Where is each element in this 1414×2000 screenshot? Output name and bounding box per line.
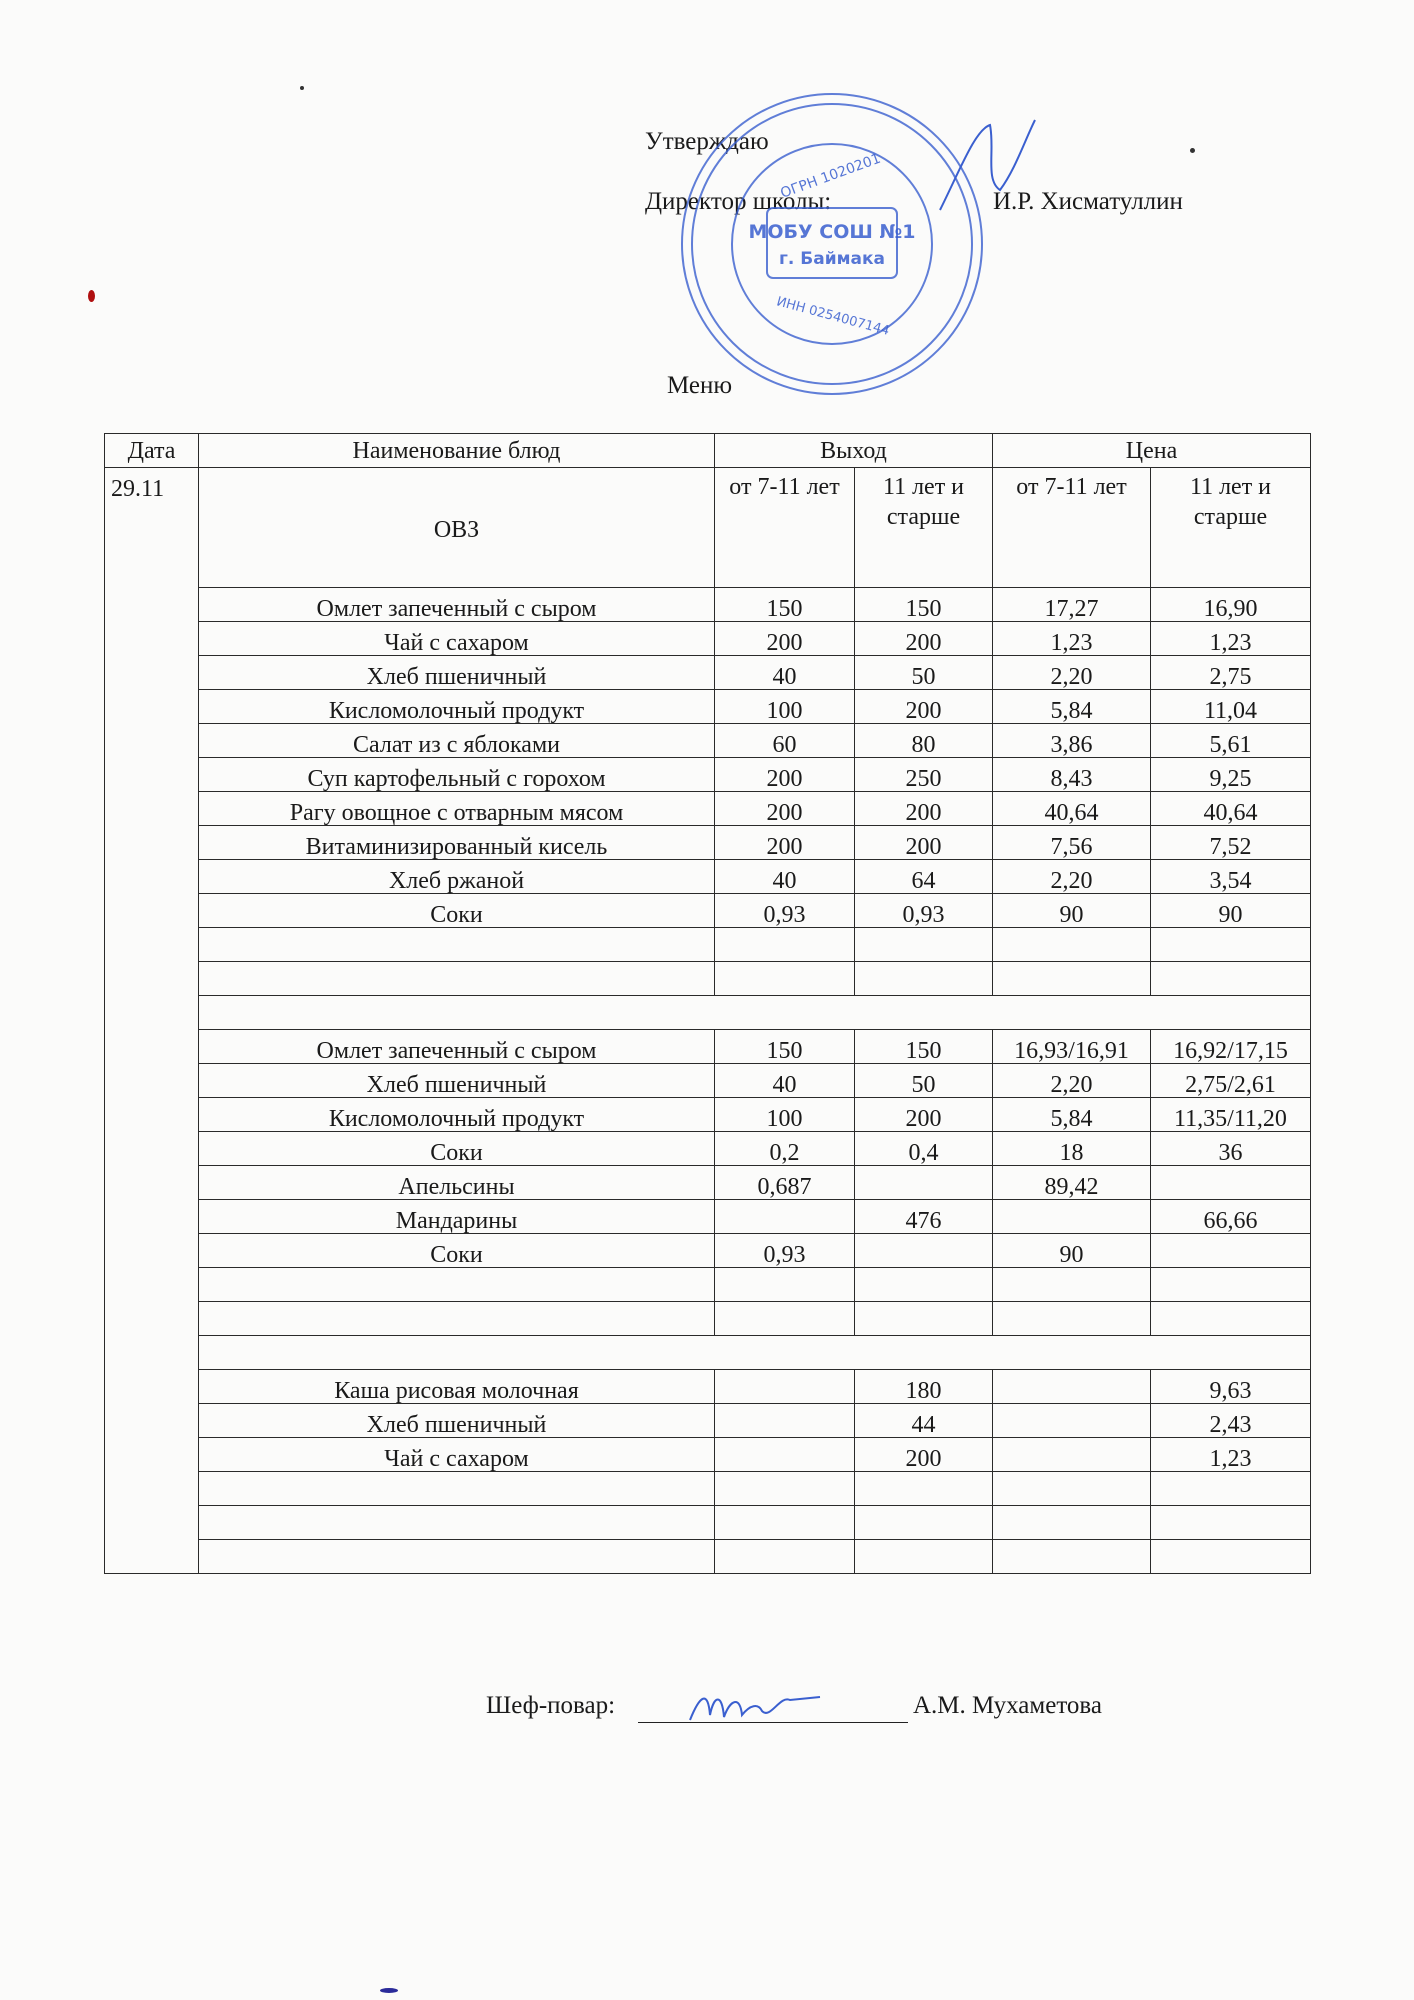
price-7-11: 2,20 [993, 1064, 1151, 1098]
price-11-plus [1151, 1540, 1311, 1574]
price-11-plus: 1,23 [1151, 1438, 1311, 1472]
output-11-plus [855, 928, 993, 962]
output-11-plus [855, 1234, 993, 1268]
output-11-plus: 200 [855, 792, 993, 826]
output-age-7-11: от 7-11 лет [715, 468, 855, 588]
section-separator [105, 996, 1311, 1030]
output-7-11: 150 [715, 588, 855, 622]
price-11-plus: 1,23 [1151, 622, 1311, 656]
output-11-plus: 50 [855, 656, 993, 690]
ink-speck [380, 1988, 398, 1993]
dish-name: Чай с сахаром [199, 1438, 715, 1472]
menu-table [104, 433, 1311, 1574]
price-7-11 [993, 1200, 1151, 1234]
output-7-11: 0,93 [715, 894, 855, 928]
price-11-plus: 3,54 [1151, 860, 1311, 894]
output-11-plus: 200 [855, 622, 993, 656]
subheader-row [105, 468, 1311, 588]
output-7-11: 0,93 [715, 1234, 855, 1268]
price-11-plus [1151, 928, 1311, 962]
output-7-11 [715, 1268, 855, 1302]
table-row [105, 1132, 1311, 1166]
price-11-plus: 90 [1151, 894, 1311, 928]
table-row [105, 1268, 1311, 1302]
dish-name: Хлеб пшеничный [199, 1404, 715, 1438]
output-7-11 [715, 928, 855, 962]
dish-name: Салат из с яблоками [199, 724, 715, 758]
price-header: Цена [993, 434, 1311, 468]
price-7-11 [993, 1302, 1151, 1336]
price-7-11: 7,56 [993, 826, 1151, 860]
dish-name: Каша рисовая молочная [199, 1370, 715, 1404]
output-11-plus: 0,93 [855, 894, 993, 928]
price-11-plus: 2,43 [1151, 1404, 1311, 1438]
table-row [105, 792, 1311, 826]
price-7-11 [993, 1268, 1151, 1302]
table-row [105, 1370, 1311, 1404]
output-7-11: 200 [715, 792, 855, 826]
price-11-plus [1151, 1506, 1311, 1540]
price-11-plus [1151, 1472, 1311, 1506]
price-11-plus [1151, 1166, 1311, 1200]
separator-cell [199, 996, 1311, 1030]
table-row [105, 1166, 1311, 1200]
date-cell: 29.11 [105, 468, 199, 1574]
table-row [105, 724, 1311, 758]
price-11-plus: 40,64 [1151, 792, 1311, 826]
section-separator [105, 1336, 1311, 1370]
dish-name [199, 962, 715, 996]
price-7-11: 90 [993, 1234, 1151, 1268]
ink-speck [1190, 148, 1195, 153]
price-7-11: 5,84 [993, 690, 1151, 724]
table-row [105, 588, 1311, 622]
output-11-plus: 200 [855, 690, 993, 724]
output-11-plus: 0,4 [855, 1132, 993, 1166]
table-row [105, 826, 1311, 860]
output-7-11 [715, 1506, 855, 1540]
output-7-11: 0,2 [715, 1132, 855, 1166]
dish-name: Омлет запеченный с сыром [199, 1030, 715, 1064]
dish-name [199, 928, 715, 962]
table-row [105, 928, 1311, 962]
dish-name: Кисломолочный продукт [199, 1098, 715, 1132]
ink-speck [88, 290, 95, 302]
dish-name: Рагу овощное с отварным мясом [199, 792, 715, 826]
price-7-11: 16,93/16,91 [993, 1030, 1151, 1064]
output-11-plus: 200 [855, 1098, 993, 1132]
stamp-inn: ИНН 0254007144 [774, 294, 891, 339]
price-7-11: 40,64 [993, 792, 1151, 826]
table-row [105, 1302, 1311, 1336]
output-11-plus: 180 [855, 1370, 993, 1404]
price-7-11 [993, 1506, 1151, 1540]
price-11-plus [1151, 1268, 1311, 1302]
output-7-11: 60 [715, 724, 855, 758]
output-11-plus [855, 962, 993, 996]
output-age-11-plus: 11 лет и старше [855, 468, 993, 588]
page-title: Меню [667, 372, 733, 399]
price-11-plus [1151, 1234, 1311, 1268]
table-row [105, 1200, 1311, 1234]
dish-name: Хлеб пшеничный [199, 656, 715, 690]
output-7-11: 40 [715, 656, 855, 690]
stamp-city: г. Баймака [779, 249, 885, 269]
price-7-11: 3,86 [993, 724, 1151, 758]
table-row [105, 690, 1311, 724]
output-11-plus: 250 [855, 758, 993, 792]
output-7-11: 200 [715, 622, 855, 656]
table-row [105, 1234, 1311, 1268]
price-11-plus: 11,35/11,20 [1151, 1098, 1311, 1132]
output-11-plus [855, 1302, 993, 1336]
price-7-11: 8,43 [993, 758, 1151, 792]
dish-name: Омлет запеченный с сыром [199, 588, 715, 622]
price-11-plus: 7,52 [1151, 826, 1311, 860]
dish-name: Соки [199, 1234, 715, 1268]
director-label: Директор школы: [645, 188, 832, 215]
price-7-11: 90 [993, 894, 1151, 928]
chef-label: Шеф-повар: [486, 1692, 616, 1719]
output-11-plus [855, 1472, 993, 1506]
price-11-plus: 16,92/17,15 [1151, 1030, 1311, 1064]
price-7-11: 5,84 [993, 1098, 1151, 1132]
price-age-7-11: от 7-11 лет [993, 468, 1151, 588]
chef-name: А.М. Мухаметова [913, 1692, 1102, 1719]
output-7-11 [715, 1540, 855, 1574]
price-7-11: 2,20 [993, 860, 1151, 894]
stamp-center-name: МОБУ СОШ №1 [748, 221, 916, 243]
output-7-11: 200 [715, 826, 855, 860]
output-7-11: 150 [715, 1030, 855, 1064]
table-row [105, 894, 1311, 928]
stamp-ogrn: ОГРН 1020201 [778, 150, 883, 202]
price-7-11 [993, 962, 1151, 996]
output-7-11 [715, 1438, 855, 1472]
price-11-plus [1151, 1302, 1311, 1336]
price-7-11: 1,23 [993, 622, 1151, 656]
table-row [105, 1540, 1311, 1574]
dish-header: Наименование блюд [199, 434, 715, 468]
dish-name: Соки [199, 1132, 715, 1166]
dish-name: Суп картофельный с горохом [199, 758, 715, 792]
output-11-plus: 80 [855, 724, 993, 758]
price-11-plus [1151, 962, 1311, 996]
output-11-plus [855, 1506, 993, 1540]
price-7-11: 18 [993, 1132, 1151, 1166]
output-11-plus: 64 [855, 860, 993, 894]
price-11-plus: 36 [1151, 1132, 1311, 1166]
price-11-plus: 9,25 [1151, 758, 1311, 792]
price-7-11 [993, 1472, 1151, 1506]
group-label: ОВЗ [199, 468, 715, 588]
price-11-plus: 2,75/2,61 [1151, 1064, 1311, 1098]
price-7-11: 89,42 [993, 1166, 1151, 1200]
table-row [105, 1438, 1311, 1472]
price-age-11-plus: 11 лет и старше [1151, 468, 1311, 588]
output-11-plus [855, 1540, 993, 1574]
dish-name [199, 1268, 715, 1302]
price-11-plus: 66,66 [1151, 1200, 1311, 1234]
output-11-plus: 150 [855, 588, 993, 622]
output-7-11: 200 [715, 758, 855, 792]
output-7-11 [715, 1200, 855, 1234]
price-7-11 [993, 1540, 1151, 1574]
output-11-plus: 150 [855, 1030, 993, 1064]
ink-speck [300, 86, 304, 90]
dish-name [199, 1506, 715, 1540]
price-11-plus: 5,61 [1151, 724, 1311, 758]
table-row [105, 962, 1311, 996]
table-row [105, 860, 1311, 894]
table-row [105, 758, 1311, 792]
output-7-11: 100 [715, 1098, 855, 1132]
director-name: И.Р. Хисматуллин [993, 188, 1183, 215]
output-7-11 [715, 962, 855, 996]
output-11-plus [855, 1166, 993, 1200]
table-row [105, 1404, 1311, 1438]
dish-name: Мандарины [199, 1200, 715, 1234]
output-11-plus: 44 [855, 1404, 993, 1438]
price-7-11 [993, 1438, 1151, 1472]
price-7-11 [993, 928, 1151, 962]
output-7-11 [715, 1404, 855, 1438]
table-row [105, 1030, 1311, 1064]
separator-cell [199, 1336, 1311, 1370]
price-11-plus: 2,75 [1151, 656, 1311, 690]
output-header: Выход [715, 434, 993, 468]
output-11-plus: 476 [855, 1200, 993, 1234]
price-7-11 [993, 1404, 1151, 1438]
output-11-plus: 50 [855, 1064, 993, 1098]
table-row [105, 1064, 1311, 1098]
dish-name: Апельсины [199, 1166, 715, 1200]
output-11-plus: 200 [855, 1438, 993, 1472]
header-row [105, 434, 1311, 468]
price-7-11 [993, 1370, 1151, 1404]
dish-name [199, 1472, 715, 1506]
table-row [105, 1506, 1311, 1540]
dish-name: Чай с сахаром [199, 622, 715, 656]
output-7-11: 100 [715, 690, 855, 724]
dish-name: Витаминизированный кисель [199, 826, 715, 860]
table-row [105, 1098, 1311, 1132]
dish-name: Соки [199, 894, 715, 928]
date-header: Дата [105, 434, 199, 468]
director-signature [930, 110, 1050, 230]
price-7-11: 17,27 [993, 588, 1151, 622]
price-11-plus: 16,90 [1151, 588, 1311, 622]
price-11-plus: 11,04 [1151, 690, 1311, 724]
dish-name [199, 1302, 715, 1336]
approve-label: Утверждаю [645, 128, 769, 155]
chef-signature [680, 1675, 830, 1735]
output-11-plus: 200 [855, 826, 993, 860]
output-7-11: 40 [715, 1064, 855, 1098]
output-11-plus [855, 1268, 993, 1302]
table-row [105, 1472, 1311, 1506]
table-row [105, 622, 1311, 656]
dish-name: Хлеб ржаной [199, 860, 715, 894]
price-7-11: 2,20 [993, 656, 1151, 690]
output-7-11 [715, 1302, 855, 1336]
output-7-11: 40 [715, 860, 855, 894]
output-7-11: 0,687 [715, 1166, 855, 1200]
table-row [105, 656, 1311, 690]
dish-name: Хлеб пшеничный [199, 1064, 715, 1098]
dish-name [199, 1540, 715, 1574]
dish-name: Кисломолочный продукт [199, 690, 715, 724]
output-7-11 [715, 1472, 855, 1506]
output-7-11 [715, 1370, 855, 1404]
price-11-plus: 9,63 [1151, 1370, 1311, 1404]
